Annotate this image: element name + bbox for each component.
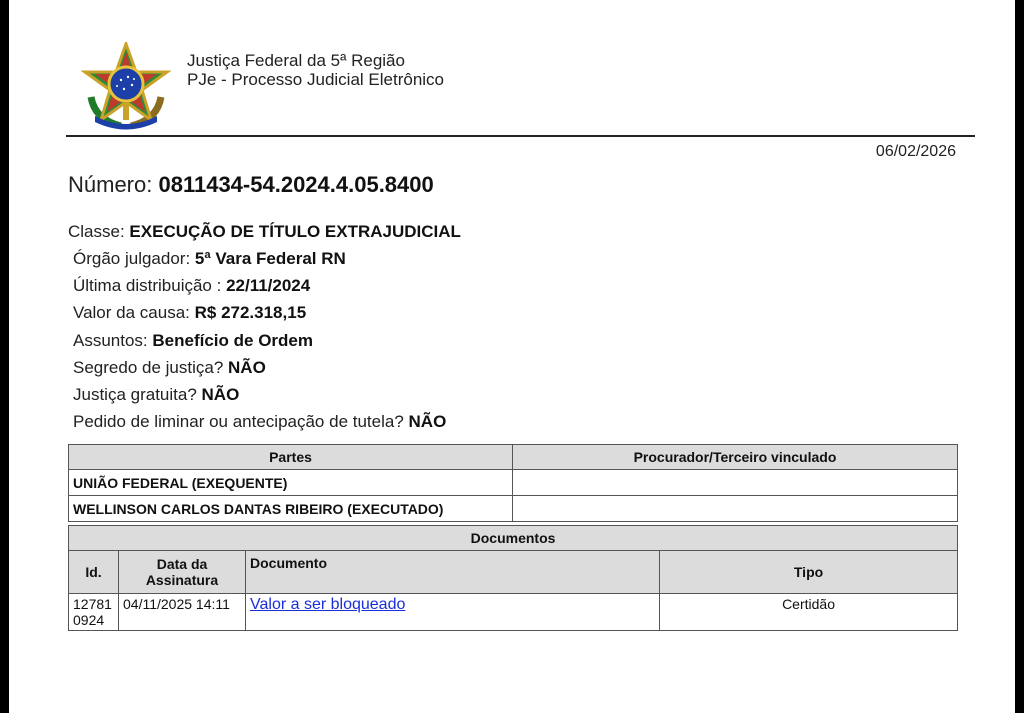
field-label: Última distribuição :: [73, 276, 222, 295]
field-value: 22/11/2024: [226, 276, 311, 295]
table-row: [69, 594, 958, 631]
field-orgao: [73, 249, 346, 269]
field-label: Segredo de justiça?: [73, 358, 224, 377]
parte-name: UNIÃO FEDERAL (EXEQUENTE): [69, 470, 513, 496]
field-assuntos: [73, 331, 313, 351]
field-label: Classe:: [68, 222, 125, 241]
document-date: 06/02/2026: [875, 143, 956, 160]
field-label: Valor da causa:: [73, 303, 190, 322]
doc-tipo: Certidão: [660, 594, 958, 631]
process-number-value: 0811434-54.2024.4.05.8400: [158, 172, 434, 197]
field-value: R$ 272.318,15: [194, 303, 307, 322]
field-liminar: [73, 412, 446, 432]
partes-header-row: [69, 445, 958, 470]
field-label: Assuntos:: [73, 331, 148, 350]
tipo-header: Tipo: [660, 551, 958, 594]
header-divider: [66, 135, 975, 137]
org-name: Justiça Federal da 5ª Região: [187, 51, 405, 70]
field-label: Órgão julgador:: [73, 249, 191, 268]
data-header: Data da Assinatura: [119, 551, 246, 594]
document-page: [9, 0, 1015, 713]
field-distribuicao: [73, 276, 310, 296]
field-classe: [68, 222, 461, 242]
field-value: Benefício de Ordem: [152, 331, 313, 350]
documentos-caption-row: [69, 526, 958, 551]
field-label: Justiça gratuita?: [73, 385, 197, 404]
doc-date: 04/11/2025 14:11: [119, 594, 246, 631]
table-row: [69, 470, 958, 496]
parte-name: WELLINSON CARLOS DANTAS RIBEIRO (EXECUTADO): [69, 496, 513, 522]
field-value: NÃO: [408, 412, 447, 431]
id-header: Id.: [69, 551, 119, 594]
field-value: EXECUÇÃO DE TÍTULO EXTRAJUDICIAL: [129, 222, 461, 241]
field-label: Pedido de liminar ou antecipação de tutela?: [73, 412, 404, 431]
field-segredo: [73, 358, 266, 378]
header-title: [187, 51, 444, 89]
partes-header: Partes: [69, 445, 513, 470]
field-value: 5ª Vara Federal RN: [194, 249, 346, 268]
procurador-header: Procurador/Terceiro vinculado: [513, 445, 958, 470]
documentos-caption: Documentos: [69, 526, 958, 551]
table-row: [69, 496, 958, 522]
field-valor: [73, 303, 306, 323]
procurador-cell: [513, 496, 958, 522]
doc-id: 12781 0924: [69, 594, 119, 631]
documento-header: Documento: [246, 551, 660, 594]
partes-table: [68, 444, 958, 522]
process-number: [68, 172, 434, 198]
documentos-header-row: [69, 551, 958, 594]
procurador-cell: [513, 470, 958, 496]
field-gratuita: [73, 385, 239, 405]
brazil-coat-of-arms-icon: [81, 42, 171, 132]
process-number-label: Número:: [68, 172, 153, 197]
field-value: NÃO: [201, 385, 240, 404]
field-value: NÃO: [228, 358, 266, 377]
documentos-table: [68, 525, 958, 631]
system-name: PJe - Processo Judicial Eletrônico: [187, 70, 445, 89]
doc-cell: [246, 594, 660, 631]
doc-link[interactable]: Valor a ser bloqueado: [250, 596, 406, 613]
